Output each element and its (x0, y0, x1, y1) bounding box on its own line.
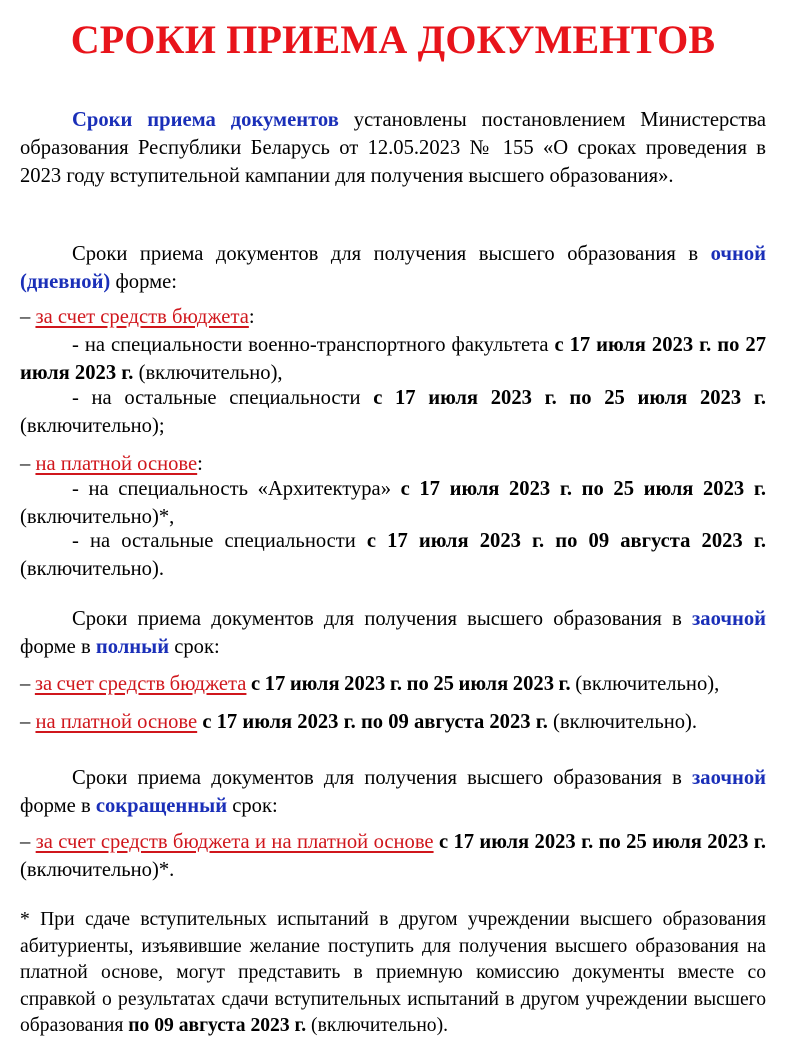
item-tail: (включительно). (547, 711, 698, 733)
item-tail: (включительно). (20, 558, 164, 580)
intro-paragraph (20, 106, 766, 190)
item-text: - на остальные специальности (72, 530, 367, 552)
item-tail: (включительно)*, (20, 506, 175, 528)
intro-text: установлены постановлением Министерства образования Республики Беларусь от 12.05.2023 № 155 «О сроках проведения в 2023 году вступительной кампании для получения высшего образования». (20, 109, 766, 187)
heading-text: Сроки приема документов для получения высшего образования в (72, 767, 693, 789)
extramural-full-budget (20, 670, 766, 698)
item-dates: с 17 июля 2023 г. по 25 июля 2023 г. (246, 673, 571, 695)
dash: – (20, 711, 36, 733)
paid-link: на платной основе (35, 711, 198, 733)
heading-text: Сроки приема документов для получения высшего образования в (72, 608, 693, 630)
heading-mid: форме в (20, 795, 96, 817)
footnote-tail: (включительно). (306, 1015, 449, 1037)
extramural-short-item (20, 828, 766, 884)
item-tail: (включительно)*. (20, 859, 175, 881)
daytime-heading-end: форме: (110, 271, 177, 293)
budget-link: за счет средств бюджета (35, 306, 249, 328)
daytime-paid-item-1 (20, 475, 766, 531)
term-label: полный (95, 636, 170, 658)
daytime-heading-text: Сроки приема документов для получения высшего образования в (72, 243, 711, 265)
heading-end: срок: (169, 636, 220, 658)
colon: : (197, 453, 203, 475)
item-dates: с 17 июля 2023 г. по 25 июля 2023 г. (433, 831, 766, 853)
dash: – (20, 453, 36, 475)
extramural-full-heading (20, 605, 766, 661)
intro-lead: Сроки приема документов (72, 109, 339, 131)
item-dates: с 17 июля 2023 г. по 09 августа 2023 г. (197, 711, 548, 733)
daytime-paid-item-2 (20, 527, 766, 583)
dash: – (20, 831, 36, 853)
daytime-form: очной (дневной) (20, 243, 766, 293)
footnote (20, 907, 766, 1040)
daytime-budget-item-2 (20, 384, 766, 440)
item-dates: с 17 июля 2023 г. по 25 июля 2023 г. (373, 387, 766, 409)
item-dates: с 17 июля 2023 г. по 09 августа 2023 г. (366, 530, 767, 552)
form-label: заочной (692, 608, 766, 630)
form-label: заочной (692, 767, 766, 789)
extramural-short-heading (20, 764, 766, 820)
item-dates: с 17 июля 2023 г. по 25 июля 2023 г. (400, 478, 767, 500)
dash: – (20, 306, 36, 328)
heading-end: срок: (227, 795, 278, 817)
dash: – (20, 673, 35, 695)
daytime-budget-label (20, 303, 766, 331)
colon: : (248, 306, 255, 328)
daytime-heading (20, 240, 766, 296)
item-text: - на остальные специальности (72, 387, 374, 409)
item-tail: (включительно); (20, 415, 165, 437)
footnote-date: по 09 августа 2023 г. (128, 1015, 307, 1037)
page-title: СРОКИ ПРИЕМА ДОКУМЕНТОВ (70, 17, 716, 62)
term-label: сокращенный (95, 795, 228, 817)
heading-mid: форме в (20, 636, 96, 658)
item-tail: (включительно), (133, 362, 283, 384)
item-text: - на специальности военно-транспортного факультета (72, 334, 555, 356)
footnote-text: * При сдаче вступительных испытаний в другом учреждении высшего образования абитуриенты, изъявившие желание поступить для получения высшего образования на платной основе, могут представить в приемную комиссию документы вместе со справкой о результатах сдачи вступительных испытаний в другом учреждении высшего образования (20, 909, 766, 1037)
item-dates: с 17 июля 2023 г. по 27 июля 2023 г. (20, 334, 766, 384)
daytime-budget-item-1 (20, 331, 766, 387)
budget-link: за счет средств бюджета (34, 673, 247, 695)
item-tail: (включительно), (570, 673, 720, 695)
paid-link: на платной основе (35, 453, 198, 475)
item-text: - на специальность «Архитектура» (72, 478, 401, 500)
extramural-full-paid (20, 708, 766, 736)
daytime-paid-label (20, 450, 766, 478)
budget-paid-link: за счет средств бюджета и на платной основе (35, 831, 434, 853)
